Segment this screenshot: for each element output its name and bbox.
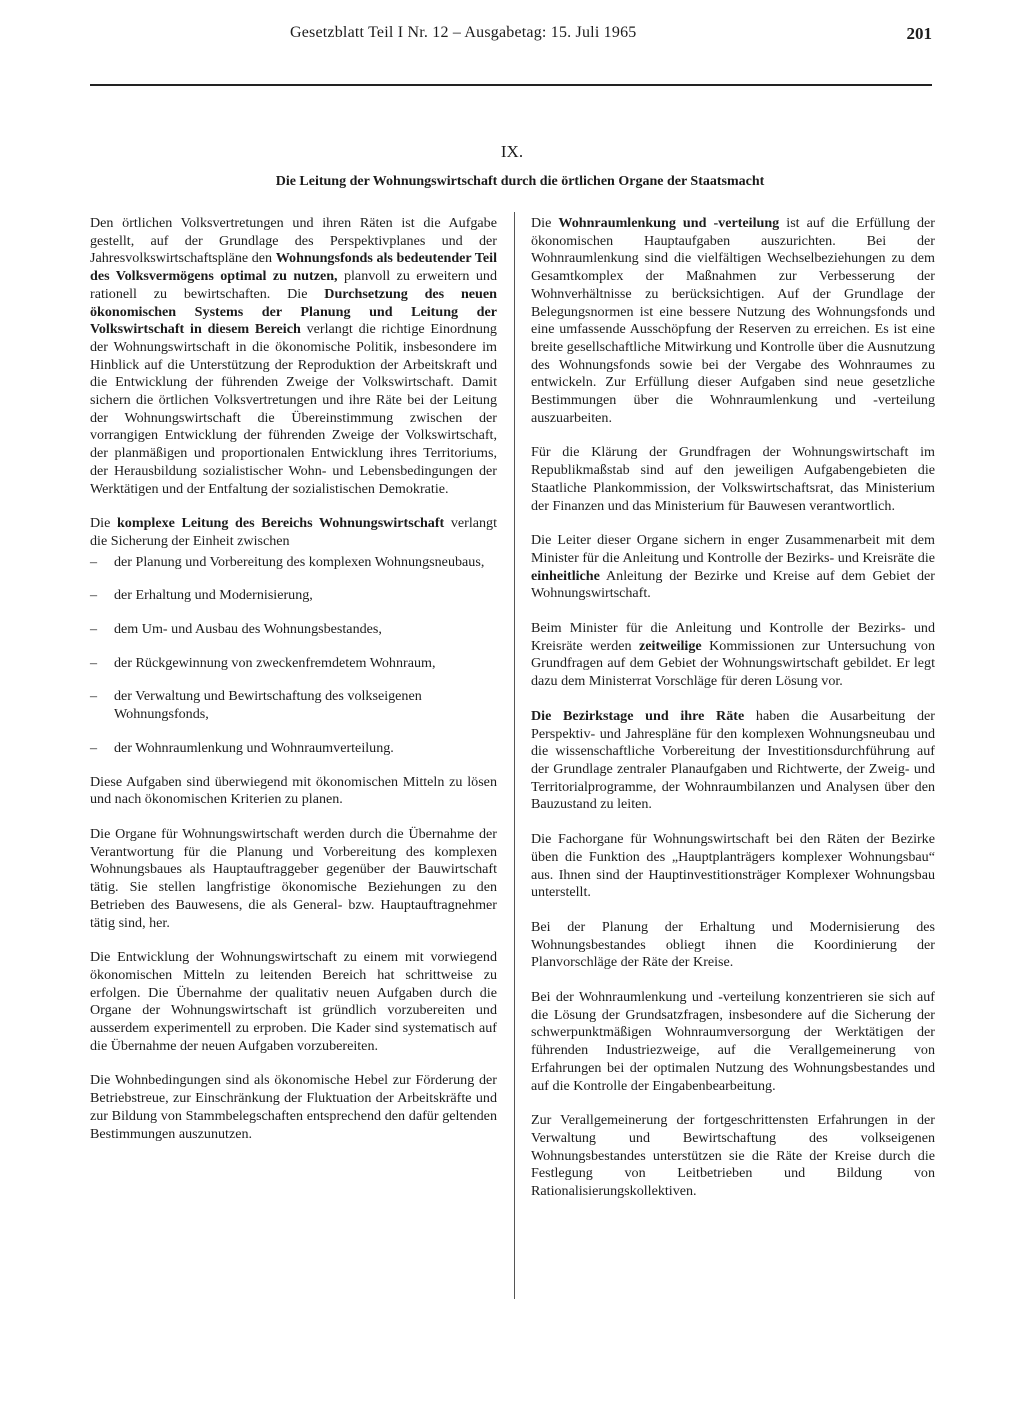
paragraph xyxy=(90,515,497,550)
paragraph: Bei der Wohnraumlenkung und -verteilung konzentrieren sie sich auf die Lösung der Grundsatzfragen, insbesondere auf die Sicherung der schwerpunktmäßigen Wohnraumversorgung der Werktätigen der führenden Industriezweige, auf die Verallgemeinerung von Erfahrungen bei der optimalen Nutzung des Wohnungsbestandes und auf die Kontrolle der Eingabenbearbeitung. xyxy=(531,989,935,1094)
right-column xyxy=(531,215,935,1218)
text-run: Den örtlichen Volksvertretungen und ihren Räten ist die Aufgabe gestellt, auf der Grundlage des Perspektivplanes und der Jahresvolkswirtschaftspläne den xyxy=(90,215,497,267)
header-title: Gesetzblatt Teil I Nr. 12 – Ausgabetag: 15. Juli 1965 xyxy=(290,24,637,41)
text-run: verlangt die Sicherung der Einheit zwischen xyxy=(90,515,497,549)
list-item: – dem Um- und Ausbau des Wohnungsbestandes, xyxy=(90,621,497,639)
page-header xyxy=(90,24,932,86)
paragraph xyxy=(90,215,497,498)
section-title: Die Leitung der Wohnungswirtschaft durch die örtlichen Organe der Staatsmacht xyxy=(275,174,765,189)
text-run: Anleitung der Bezirke und Kreise auf dem Gebiet der Wohnungswirtschaft. xyxy=(531,567,935,602)
text-run: Die xyxy=(531,215,559,231)
paragraph xyxy=(531,215,935,427)
paragraph: Die Wohnbedingungen sind als ökonomische Hebel zur Förderung der Betriebstreue, zur Einschränkung der Fluktuation der Arbeitskräfte und zur Bildung von Stammbelegschaften entsprechend den dafür geltenden Bestimmungen auszunutzen. xyxy=(90,1072,497,1142)
list-item: – der Verwaltung und Bewirtschaftung des volkseigenen Wohnungsfonds, xyxy=(90,688,497,723)
page-number: 201 xyxy=(906,24,932,43)
text-run: Beim Minister für die Anleitung und Kontrolle der Bezirks- und Kreisräte werden xyxy=(531,620,935,654)
header-rule xyxy=(90,84,932,86)
emphasis: Wohnraumlenkung und -verteilung xyxy=(558,215,780,231)
text-run: Die Leiter dieser Organe sichern in enger Zusammenarbeit mit dem Minister für die Anleitung und Kontrolle der Bezirks- und Kreisräte die xyxy=(531,532,935,566)
paragraph: Zur Verallgemeinerung der fortgeschrittensten Erfahrungen in der Verwaltung und Bewirtschaftung des volkseigenen Wohnungsbestandes unterstützen sie die Räte der Kreise durch die Festlegung von Leitbetrieben und Bildung von Rationalisierungskollektiven. xyxy=(531,1112,935,1200)
list-item: – der Erhaltung und Modernisierung, xyxy=(90,587,497,605)
dash-list xyxy=(90,554,497,758)
left-column xyxy=(90,215,497,1160)
paragraph: Die Entwicklung der Wohnungswirtschaft zu einem mit vorwiegend ökonomischen Mitteln zu leitenden Bereich hat schrittweise zu erfolgen. Die Übernahme der qualitativ neuen Aufgaben durch die Organe der Wohnungswirtschaft ist gründlich vorzubereiten und ausserdem experimentell zu erproben. Die Kader sind systematisch auf die Übernahme der neuen Aufgaben vorzubereiten. xyxy=(90,949,497,1054)
text-run: planvoll zu erweitern und rationell zu bewirtschaften. Die xyxy=(90,268,497,302)
list-item: – der Rückgewinnung von zweckenfremdetem Wohnraum, xyxy=(90,655,497,673)
paragraph: Bei der Planung der Erhaltung und Modernisierung des Wohnungsbestandes obliegt ihnen die Koordinierung der Planvorschläge der Räte der Kreise. xyxy=(531,918,935,971)
section-number: IX. xyxy=(500,142,524,161)
paragraph: Die Organe für Wohnungswirtschaft werden durch die Übernahme der Verantwortung für die Planung und Vorbereitung des komplexen Wohnungsbaues als Hauptauftraggeber gegenüber der Bauwirtschaft tätig. Sie stellen langfristige ökonomische Beziehungen zu den Betrieben des Bauwesens, die als General- bzw. Hauptauftragnehmer tätig sind, her. xyxy=(90,825,497,931)
emphasis: zeitweilige xyxy=(639,637,702,654)
text-run: Kommissionen zur Untersuchung von Grundfragen auf dem Gebiet der Wohnungswirtschaft gebildet. Er legt dazu dem Ministerrat Vorschläge für deren Lösung vor. xyxy=(531,637,935,690)
list-item: – der Wohnraumlenkung und Wohnraumverteilung. xyxy=(90,740,497,758)
paragraph xyxy=(531,708,935,814)
text-run: verlangt die richtige Einordnung der Wohnungswirtschaft in die ökonomische Politik, insbesondere im Hinblick auf die Unterstützung der Reproduktion der Arbeitskraft und die Entwicklung der führenden Zweige der Volkswirtschaft. Damit sichern die örtlichen Volksvertretungen und ihre Räte bei der Leitung der Wohnungswirtschaft die Übereinstimmung zwischen der vorrangigen Entwicklung der führenden Zweige der Volkswirtschaft, der planmäßigen und proportionalen Entwicklung ihres Territoriums, der Herausbildung sozialistischer Wohn- und Lebensbedingungen der Werktätigen und der Entfaltung der sozialistischen Demokratie. xyxy=(90,321,497,497)
paragraph xyxy=(531,620,935,691)
paragraph: Für die Klärung der Grundfragen der Wohnungswirtschaft im Republikmaßstab sind auf den jeweiligen Aufgabengebieten die Staatliche Plankommission, der Volkswirtschaftsrat, das Ministerium der Finanzen und das Ministerium für Bauwesen verantwortlich. xyxy=(531,444,935,514)
emphasis: einheitliche xyxy=(531,567,600,584)
paragraph xyxy=(531,532,935,603)
column-divider xyxy=(514,212,515,1299)
emphasis: komplexe Leitung des Bereichs Wohnungswirtschaft xyxy=(116,515,445,532)
emphasis: Durchsetzung des neuen ökonomischen Systems der Planung und Leitung der Volkswirtschaft in diesem Bereich xyxy=(90,285,497,338)
emphasis: Wohnungsfonds als bedeutender Teil des Volksvermögens optimal zu nutzen, xyxy=(90,250,497,285)
paragraph: Die Fachorgane für Wohnungswirtschaft bei den Räten der Bezirke üben die Funktion des „Hauptplanträgers komplexer Wohnungsbau“ aus. Ihnen sind der Hauptinvestitionsträger Komplexer Wohnungsbau unterstellt. xyxy=(531,831,935,901)
text-run: ist auf die Erfüllung der ökonomischen Hauptaufgaben auszurichten. Bei der Wohnraumlenkung sind die vielfältigen Wechselbeziehungen zu dem Gesamtkomplex der Maßnahmen zur Verbesserung der Wohnverhältnisse zu berücksichtigen. Auf der Grundlage der Belegungsnormen ist eine bessere Nutzung des Wohnungsfonds und eine umfassende Ausschöpfung der Reserven zu erreichen. Es ist eine breite gesellschaftliche Mitwirkung und Kontrolle über die Ausnutzung des Wohnungsfonds sowie bei der Vergabe des Wohnraumes zu entwickeln. Zur Erfüllung dieser Aufgaben sind neue gesetzliche Bestimmungen über die Wohnraumlenkung und -verteilung auszuarbeiten. xyxy=(531,215,935,426)
text-run: Die xyxy=(90,515,117,532)
text-run: haben die Ausarbeitung der Perspektiv- und Jahrespläne für den komplexen Wohnungsneubau und die wissenschaftliche Vorbereitung der Investitionsdurchführung auf der Grundlage zentraler Planaufgaben und Richtwerte, der Zweig- und Territorialprogramme, der Wohnraumbilanzen und Analysen über den Bauzustand zu leiten. xyxy=(531,707,935,813)
emphasis: Die Bezirkstage und ihre Räte xyxy=(531,707,745,724)
paragraph: Diese Aufgaben sind überwiegend mit ökonomischen Mitteln zu lösen und nach ökonomischen Kriterien zu planen. xyxy=(90,773,497,808)
list-item: – der Planung und Vorbereitung des komplexen Wohnungsneubaus, xyxy=(90,554,497,572)
